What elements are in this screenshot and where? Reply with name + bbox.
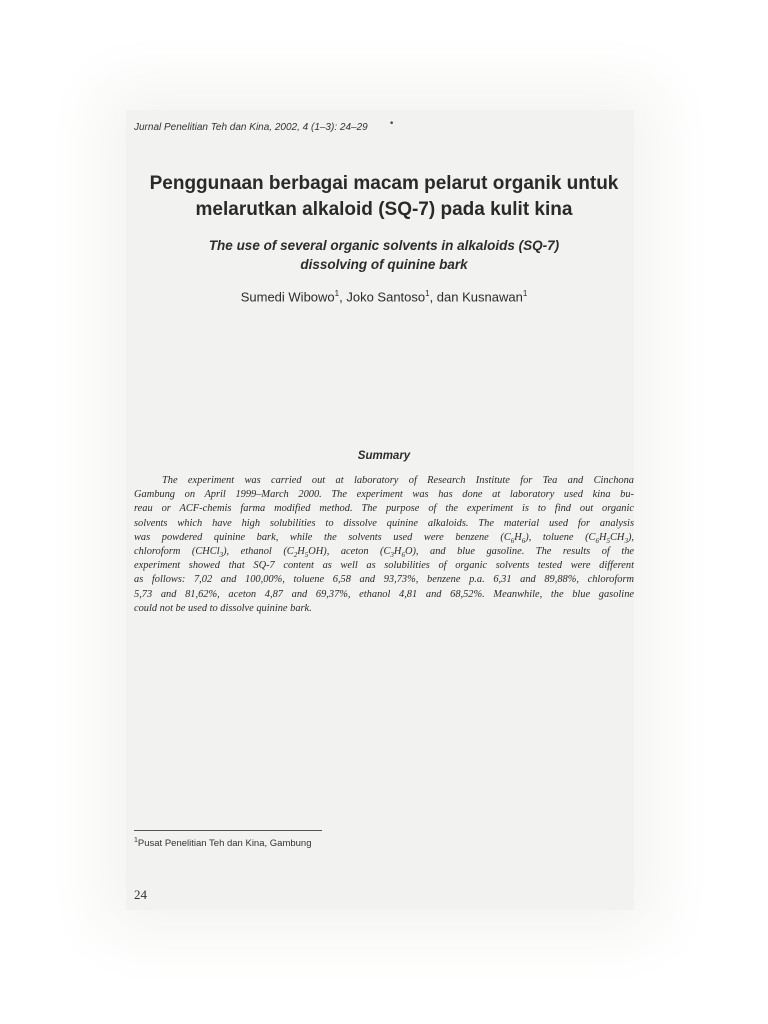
summary-text: reau or ACF-chemis farma modified method. The purpose of the experiment is to find out organic	[134, 503, 634, 515]
author-separator: ,	[339, 289, 347, 305]
summary-line	[134, 488, 634, 502]
summary-heading: Summary	[357, 450, 411, 462]
summary-text: ),	[627, 531, 634, 543]
summary-text: 5,73 and 81,62%, aceton 4,87 and 69,37%, ethanol 4,81 and 68,52%. Meanwhile, the blue gasoline	[134, 588, 634, 600]
formula-subscript: 5	[304, 551, 309, 560]
formula-subscript: 6	[510, 536, 515, 545]
summary-line	[134, 531, 634, 545]
summary-line	[134, 602, 634, 616]
summary-text: as follows: 7,02 and 100,00%, toluene 6,58 and 93,73%, benzene p.a. 6,31 and 89,88%, chloroform	[134, 574, 634, 586]
summary-text: H	[297, 546, 305, 558]
footnote	[134, 837, 312, 849]
summary-text: O), and blue gasoline. The results of the	[404, 546, 635, 558]
formula-subscript: 3	[219, 551, 224, 560]
journal-citation: Jurnal Penelitian Teh dan Kina, 2002, 4 (1–3): 24–29	[134, 122, 368, 133]
affiliation-mark: 1	[522, 289, 528, 298]
summary-text: chloroform (CHCl	[134, 546, 220, 558]
summary-line	[134, 573, 634, 587]
author-separator: , dan	[429, 289, 463, 305]
article-title-line-1: Penggunaan berbagai macam pelarut organik untuk	[149, 173, 619, 194]
summary-text: ), ethanol (C	[223, 546, 294, 558]
affiliation-mark: 1	[425, 289, 430, 298]
page-number: 24	[134, 887, 147, 902]
formula-subscript: 6	[401, 551, 405, 560]
summary-line	[134, 502, 634, 516]
scan-speck: •	[389, 119, 395, 129]
formula-subscript: 5	[606, 536, 610, 545]
summary-text: H	[514, 531, 522, 543]
english-title-line-1: The use of several organic solvents in alkaloids (SQ-7)	[208, 238, 560, 253]
summary-line	[134, 588, 634, 602]
article-title	[130, 171, 638, 223]
summary-line	[134, 545, 634, 559]
summary-text: OH), aceton (C	[308, 546, 391, 558]
english-title-line-2: dissolving of quinine bark	[300, 257, 468, 272]
summary-text: CH	[610, 531, 625, 543]
summary-text: ), toluene (C	[525, 531, 596, 543]
summary-line	[134, 517, 634, 531]
summary-abstract	[134, 474, 634, 616]
formula-subscript: 3	[390, 551, 394, 560]
summary-text: experiment showed that SQ-7 content as well as solubilities of organic solvents tested were different	[134, 560, 634, 572]
summary-text: The experiment was carried out at laboratory of Research Institute for Tea and Cinchona	[162, 475, 634, 486]
summary-text: could not be used to dissolve quinine bark.	[134, 602, 312, 614]
footnote-text: Pusat Penelitian Teh dan Kina, Gambung	[137, 838, 312, 850]
author-name: Kusnawan	[462, 289, 523, 305]
summary-line	[134, 559, 634, 573]
summary-text: solvents which have high solubilities to dissolve quinine alkaloids. The material used for analysis	[134, 517, 634, 529]
formula-subscript: 2	[293, 551, 298, 560]
summary-line	[134, 474, 634, 488]
affiliation-mark: 1	[334, 289, 340, 298]
english-title	[130, 236, 638, 274]
author-list	[130, 289, 638, 304]
formula-subscript: 6	[595, 536, 599, 545]
article-title-line-2: melarutkan alkaloid (SQ-7) pada kulit kina	[195, 199, 573, 220]
summary-text: Gambung on April 1999–March 2000. The experiment was has done at laboratory used kina bu-	[134, 489, 634, 501]
formula-subscript: 6	[521, 536, 526, 545]
summary-text: H	[393, 546, 402, 558]
footnote-divider	[134, 830, 322, 831]
author-name: Sumedi Wibowo	[240, 289, 335, 305]
author-name: Joko Santoso	[346, 289, 426, 305]
footnote-mark: 1	[134, 837, 138, 844]
summary-text: was powdered quinine bark, while the solvents used were benzene (C	[134, 531, 511, 543]
formula-subscript: 3	[624, 536, 628, 545]
summary-text: H	[598, 531, 607, 543]
